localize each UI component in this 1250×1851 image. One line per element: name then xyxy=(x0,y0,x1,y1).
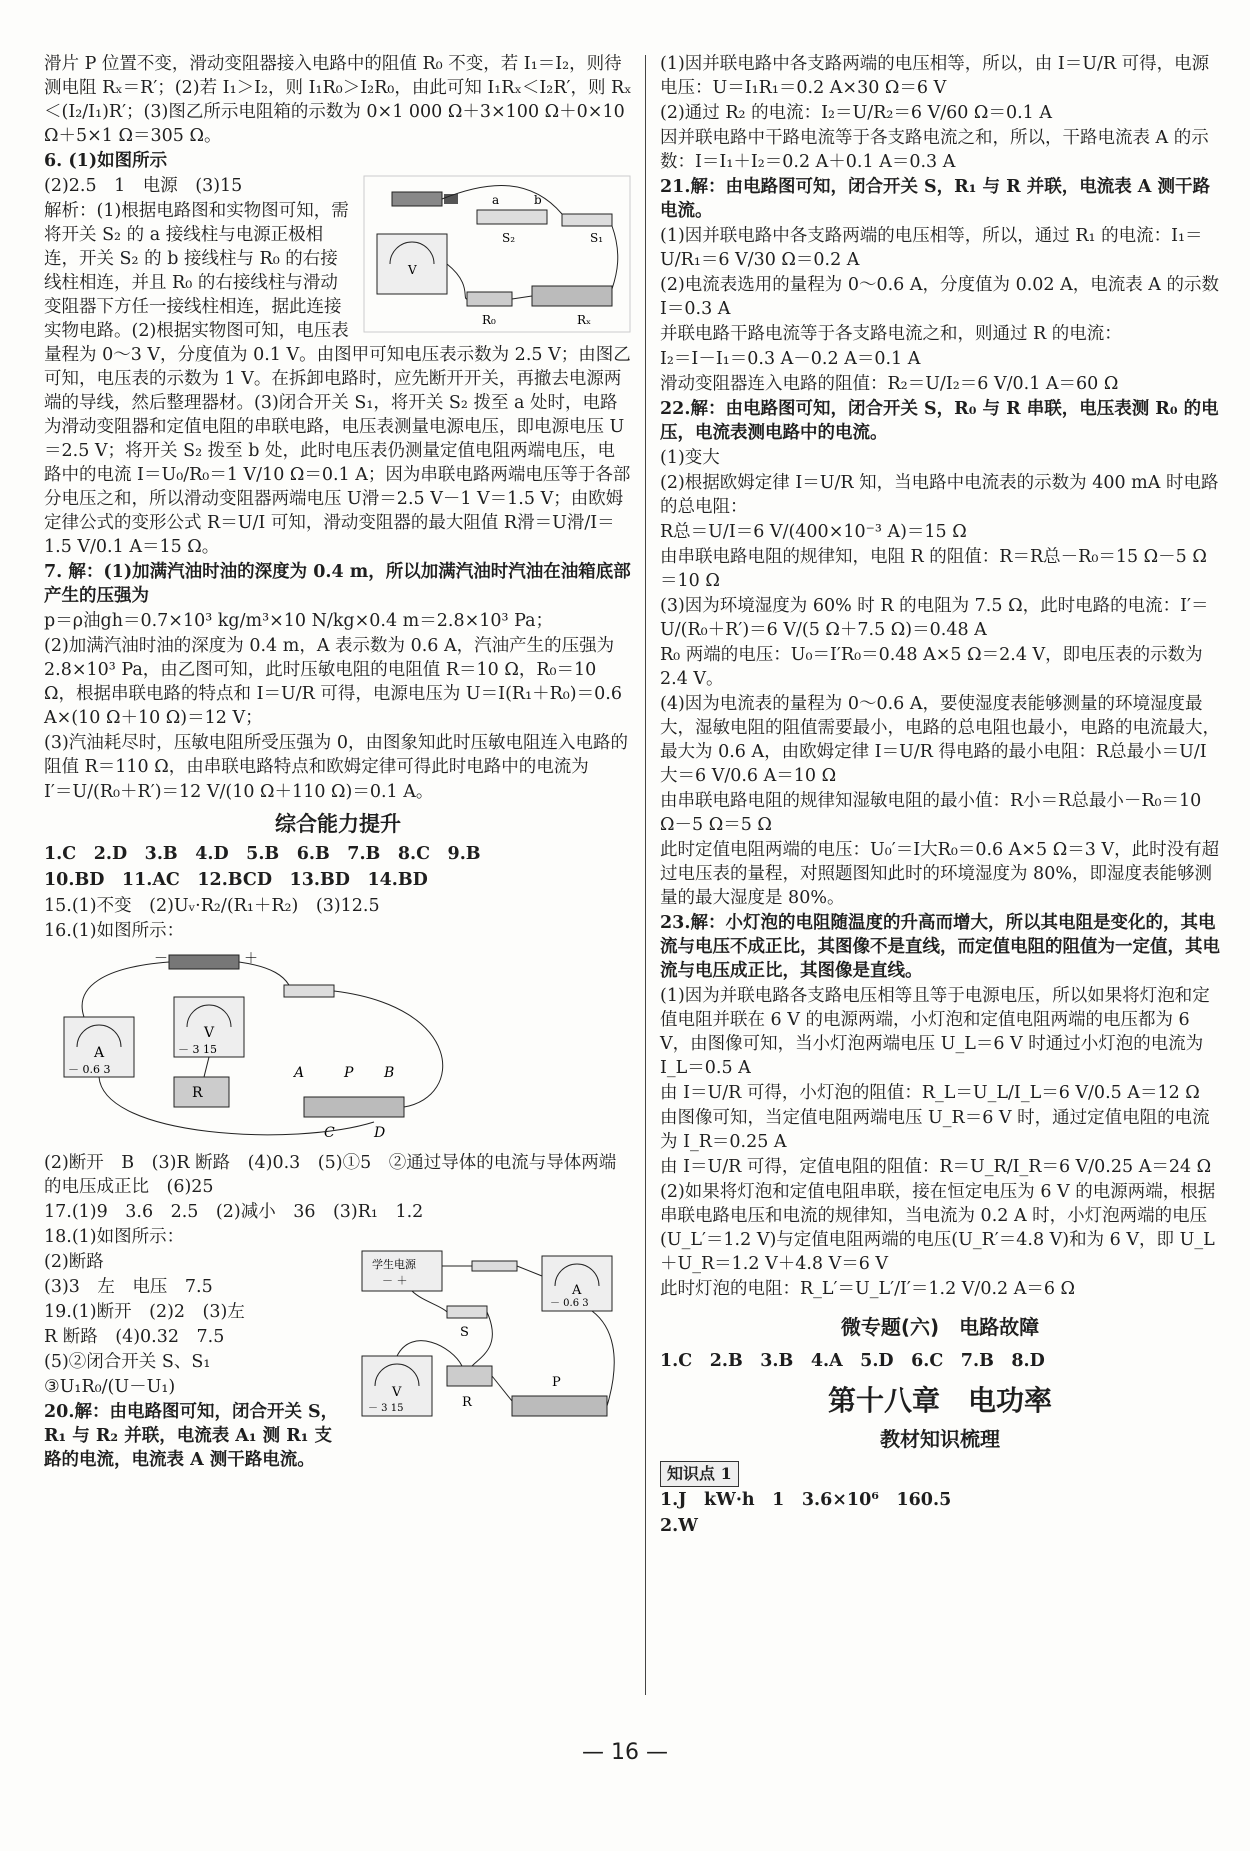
label-s1: S₁ xyxy=(590,231,604,245)
knowledge-answer-2: 2.W xyxy=(660,1516,698,1536)
label-ammeter-range: － 0.6 3 xyxy=(550,1298,589,1309)
text-block: (5)②闭合开关 S、S₁ xyxy=(44,1352,211,1372)
text-block: (1)因为并联电路各支路电压相等且等于电源电压，所以如果将灯泡和定值电阻并联在 6 V 的电源两端，小灯泡和定值电阻两端的电压都为 6 V，由图像可知，当小灯泡两端电压 U_L＝6 V 时通过小灯泡的电流为 I_L＝0.5 A xyxy=(660,986,1210,1078)
section-title: 综合能力提升 xyxy=(275,812,401,836)
question-16: 16.(1)如图所示： xyxy=(44,921,185,941)
label-power-terminals: － ＋ xyxy=(382,1274,408,1287)
chapter-title: 第十八章 电功率 xyxy=(827,1384,1052,1417)
text-block: (1)因并联电路中各支路两端的电压相等，所以，通过 R₁ 的电流：I₁＝U/R₁＝6 V/30 Ω＝0.2 A xyxy=(660,226,1203,270)
answers-row-2: 10.BD 11.AC 12.BCD 13.BD 14.BD xyxy=(44,870,428,890)
text-block: (3)因为环境湿度为 60% 时 R 的电阻为 7.5 Ω，此时电路的电流：I′＝U/(R₀＋R′)＝6 V/(5 Ω＋7.5 Ω)＝0.48 A xyxy=(660,596,1209,640)
text-block: 由 I＝U/R 可得，定值电阻的阻值：R＝U_R/I_R＝6 V/0.25 A＝24 Ω xyxy=(660,1157,1212,1177)
label-voltmeter: V xyxy=(392,1385,402,1400)
text-block: (2)断开 B (3)R 断路 (4)0.3 (5)①5 ②通过导体的电流与导体两端的电压成正比 (6)25 xyxy=(44,1153,617,1197)
text-block: (2)如果将灯泡和定值电阻串联，接在恒定电压为 6 V 的电源两端，根据串联电路电压和电流的规律知，当电流为 0.2 A 时，小灯泡两端的电压(U_L′＝1.2 V)与定值电阻两端的电压(U_R′＝4.8 V)和为 6 V，即 U_L＋U_R＝1.2 V＋4.8 V＝6 V xyxy=(660,1182,1216,1274)
label-power-supply: 学生电源 xyxy=(372,1258,416,1271)
section-title: 教材知识梳理 xyxy=(880,1427,1000,1451)
text-block: (2)电流表选用的量程为 0～0.6 A，分度值为 0.02 A，电流表 A 的示数 I＝0.3 A xyxy=(660,275,1220,319)
question-6: 6. (1)如图所示 xyxy=(44,151,168,171)
knowledge-point-badge: 知识点 1 xyxy=(660,1461,739,1487)
label-ammeter: A xyxy=(572,1283,582,1298)
label-switch: S xyxy=(460,1325,469,1340)
page-number-value: 16 xyxy=(611,1740,639,1765)
label-minus: － xyxy=(154,951,168,967)
figure-16 xyxy=(44,947,632,1147)
text-block: (2)加满汽油时油的深度为 0.4 m，A 表示数为 0.6 A，汽油产生的压强为 2.8×10³ Pa，由乙图可知，此时压敏电阻的电阻值 R＝10 Ω，R₀＝10 Ω，根据串联电路的特点和 I＝U/R 可得，电源电压为 U＝I(R₁＋R₀)＝0.6 A×(10 Ω＋10 Ω)＝12 V； xyxy=(44,636,622,728)
question-23: 23.解：小灯泡的电阻随温度的升高而增大，所以其电阻是变化的，其电流与电压不成正比，其图像不是直线，而定值电阻的阻值为一定值，其电流与电压成正比，其图像是直线。 xyxy=(660,913,1220,981)
question-19: 19.(1)断开 (2)2 (3)左 xyxy=(44,1302,245,1322)
label-ammeter-range: － 0.6 3 xyxy=(68,1063,111,1076)
text-block: (1)变大 xyxy=(660,448,720,468)
text-block: 此时灯泡的电阻：R_L′＝U_L′/I′＝1.2 V/0.2 A＝6 Ω xyxy=(660,1279,1076,1299)
figure-6 xyxy=(362,174,632,334)
text-block: I₂＝I－I₁＝0.3 A－0.2 A＝0.1 A xyxy=(660,349,921,369)
label-plus: ＋ xyxy=(244,951,258,967)
text-block: 解析：(1)根据电路图和实物图可知，需将开关 S₂ 的 a 接线柱与电源正极相连，开关 S₂ 的 b 接线柱与 R₀ 的右接线柱相连，并且 R₀ 的右接线柱与滑动变阻器下方任一接线柱相连，据此连接实物电路。(2)根据实物图可知，电压表量程为 0～3 V，分度值为 0.1 V。由图甲可知电压表示数为 2.5 V；由图乙可知，电压表的示数为 1 V。在拆卸电路时，应先断开开关，再撤去电源两端的导线，然后整理器材。(3)闭合开关 S₁，将开关 S₂ 拨至 a 处时，电路为滑动变阻器和定值电阻的串联电路，电压表测量电源电压，即电源电压 U＝2.5 V；将开关 S₂ 拨至 b 处，此时电压表仍测量定值电阻两端电压，电路中的电流 I＝U₀/R₀＝1 V/10 Ω＝0.1 A；因为串联电路两端电压等于各部分电压之和，所以滑动变阻器两端电压 U滑＝2.5 V－1 V＝1.5 V；由欧姆定律公式的变形公式 R＝U/I 可知，滑动变阻器的最大阻值 R滑＝U滑/I＝1.5 V/0.1 A＝15 Ω。 xyxy=(44,201,631,557)
question-18: 18.(1)如图所示： xyxy=(44,1227,185,1247)
text-block: p＝ρ油gh＝0.7×10³ kg/m³×10 N/kg×0.4 m＝2.8×10³ Pa； xyxy=(44,611,554,631)
text-block: (3)汽油耗尽时，压敏电阻所受压强为 0，由图象知此时压敏电阻连入电路的阻值 R＝110 Ω，由串联电路特点和欧姆定律可得此时电路中的电流为 xyxy=(44,733,628,777)
label-terminal-c: C xyxy=(324,1125,335,1141)
topic-answers: 1.C 2.B 3.B 4.A 5.D 6.C 7.B 8.D xyxy=(660,1351,1045,1371)
text-block: (3)3 左 电压 7.5 xyxy=(44,1277,213,1297)
knowledge-answer-1: 1.J kW·h 1 3.6×10⁶ 160.5 xyxy=(660,1490,952,1510)
text-block: 滑动变阻器连入电路的阻值：R₂＝U/I₂＝6 V/0.1 A＝60 Ω xyxy=(660,374,1119,394)
text-block: 17.(1)9 3.6 2.5 (2)减小 36 (3)R₁ 1.2 xyxy=(44,1202,424,1222)
question-20: 20.解：由电路图可知，闭合开关 S，R₁ 与 R₂ 并联，电流表 A₁ 测 R₁ 支路的电流，电流表 A 测干路电流。 xyxy=(44,1402,339,1470)
text-block: 由图像可知，当定值电阻两端电压 U_R＝6 V 时，通过定值电阻的电流为 I_R＝0.25 A xyxy=(660,1108,1210,1152)
label-b: b xyxy=(534,193,542,207)
text-block: (2)通过 R₂ 的电流：I₂＝U/R₂＝6 V/60 Ω＝0.1 A xyxy=(660,103,1052,123)
text-block: 由 I＝U/R 可得，小灯泡的阻值：R_L＝U_L/I_L＝6 V/0.5 A＝12 Ω xyxy=(660,1083,1200,1103)
text-block: (1)因并联电路中各支路两端的电压相等，所以，由 I＝U/R 可得，电源电压：U＝I₁R₁＝0.2 A×30 Ω＝6 V xyxy=(660,54,1210,98)
label-voltmeter-range: － 3 15 xyxy=(178,1043,217,1056)
answers-row-1: 1.C 2.D 3.B 4.D 5.B 6.B 7.B 8.C 9.B xyxy=(44,844,481,864)
label-terminal-p: P xyxy=(344,1065,354,1081)
label-v: V xyxy=(408,263,417,277)
text-block: 由串联电路电阻的规律知湿敏电阻的最小值：R小＝R总最小－R₀＝10 Ω－5 Ω＝5 Ω xyxy=(660,791,1202,835)
text-block: (2)2.5 1 电源 (3)15 xyxy=(44,176,243,196)
label-r0: R₀ xyxy=(482,313,496,327)
left-column xyxy=(44,52,632,1473)
text-block: R总＝U/I＝6 V/(400×10⁻³ A)＝15 Ω xyxy=(660,522,967,542)
figure-18 xyxy=(352,1246,632,1446)
column-divider xyxy=(645,55,646,1695)
label-a: a xyxy=(492,193,500,207)
label-r: R xyxy=(192,1085,203,1101)
text-block: 此时定值电阻两端的电压：U₀′＝I大R₀＝0.6 A×5 Ω＝3 V，此时没有超过电压表的量程，对照题图知此时的环境湿度为 80%，即湿度表能够测量的最大湿度是 80%。 xyxy=(660,840,1220,908)
question-7: 7. 解：(1)加满汽油时油的深度为 0.4 m，所以加满汽油时汽油在油箱底部产生的压强为 xyxy=(44,562,631,606)
label-r: R xyxy=(462,1395,472,1410)
topic-title: 微专题(六) 电路故障 xyxy=(840,1315,1040,1339)
text-block: (2)根据欧姆定律 I＝U/R 知，当电路中电流表的示数为 400 mA 时电路的总电阻： xyxy=(660,473,1219,517)
label-s2: S₂ xyxy=(502,231,516,245)
text-block: 由串联电路电阻的规律知，电阻 R 的阻值：R＝R总－R₀＝15 Ω－5 Ω＝10 Ω xyxy=(660,547,1207,591)
question-22: 22.解：由电路图可知，闭合开关 S，R₀ 与 R 串联，电压表测 R₀ 的电压，电流表测电路中的电流。 xyxy=(660,399,1219,443)
text-block: I′＝U/(R₀＋R′)＝12 V/(10 Ω＋110 Ω)＝0.1 A。 xyxy=(44,782,434,802)
text-block: 15.(1)不变 (2)Uᵥ·R₂/(R₁＋R₂) (3)12.5 xyxy=(44,896,380,916)
text-block: 因并联电路中干路电流等于各支路电流之和，所以，干路电流表 A 的示数：I＝I₁＋I₂＝0.2 A＋0.1 A＝0.3 A xyxy=(660,128,1209,172)
text-block: (2)断路 xyxy=(44,1252,104,1272)
text-block: (4)因为电流表的量程为 0～0.6 A，要使湿度表能够测量的环境湿度最大，湿敏电阻的阻值需要最小，电路的总电阻也最小，电路的电流最大，最大为 0.6 A，由欧姆定律 I＝U/R 得电路的最小电阻：R总最小＝U/I大＝6 V/0.6 A＝10 Ω xyxy=(660,694,1220,786)
label-rx: Rₓ xyxy=(577,313,592,327)
label-voltmeter: V xyxy=(204,1025,215,1041)
text-block: R 断路 (4)0.32 7.5 xyxy=(44,1327,225,1347)
label-p: P xyxy=(552,1375,561,1390)
right-column xyxy=(660,52,1220,1540)
label-ammeter: A xyxy=(94,1045,105,1061)
label-terminal-b: B xyxy=(384,1065,395,1081)
label-voltmeter-range: － 3 15 xyxy=(368,1403,404,1414)
question-21: 21.解：由电路图可知，闭合开关 S，R₁ 与 R 并联，电流表 A 测干路电流。 xyxy=(660,177,1210,221)
label-terminal-d: D xyxy=(374,1125,386,1141)
text-block: 滑片 P 位置不变，滑动变阻器接入电路中的阻值 R₀ 不变，若 I₁＝I₂，则待测电阻 Rₓ＝R′；(2)若 I₁＞I₂，则 I₁R₀＞I₂R₀，由此可知 I₁Rₓ＜I₂R′，则 Rₓ＜(I₂/I₁)R′；(3)图乙所示电阻箱的示数为 0×1 000 Ω＋3×100 Ω＋0×10 Ω＋5×1 Ω＝305 Ω。 xyxy=(44,54,632,146)
page-number: — 16 — xyxy=(582,1740,668,1765)
text-block: R₀ 两端的电压：U₀＝I′R₀＝0.48 A×5 Ω＝2.4 V，即电压表的示数为 2.4 V。 xyxy=(660,645,1203,689)
text-block: 并联电路干路电流等于各支路电流之和，则通过 R 的电流： xyxy=(660,324,1122,344)
text-block: ③U₁R₀/(U－U₁) xyxy=(44,1377,176,1397)
label-terminal-a: A xyxy=(294,1065,305,1081)
